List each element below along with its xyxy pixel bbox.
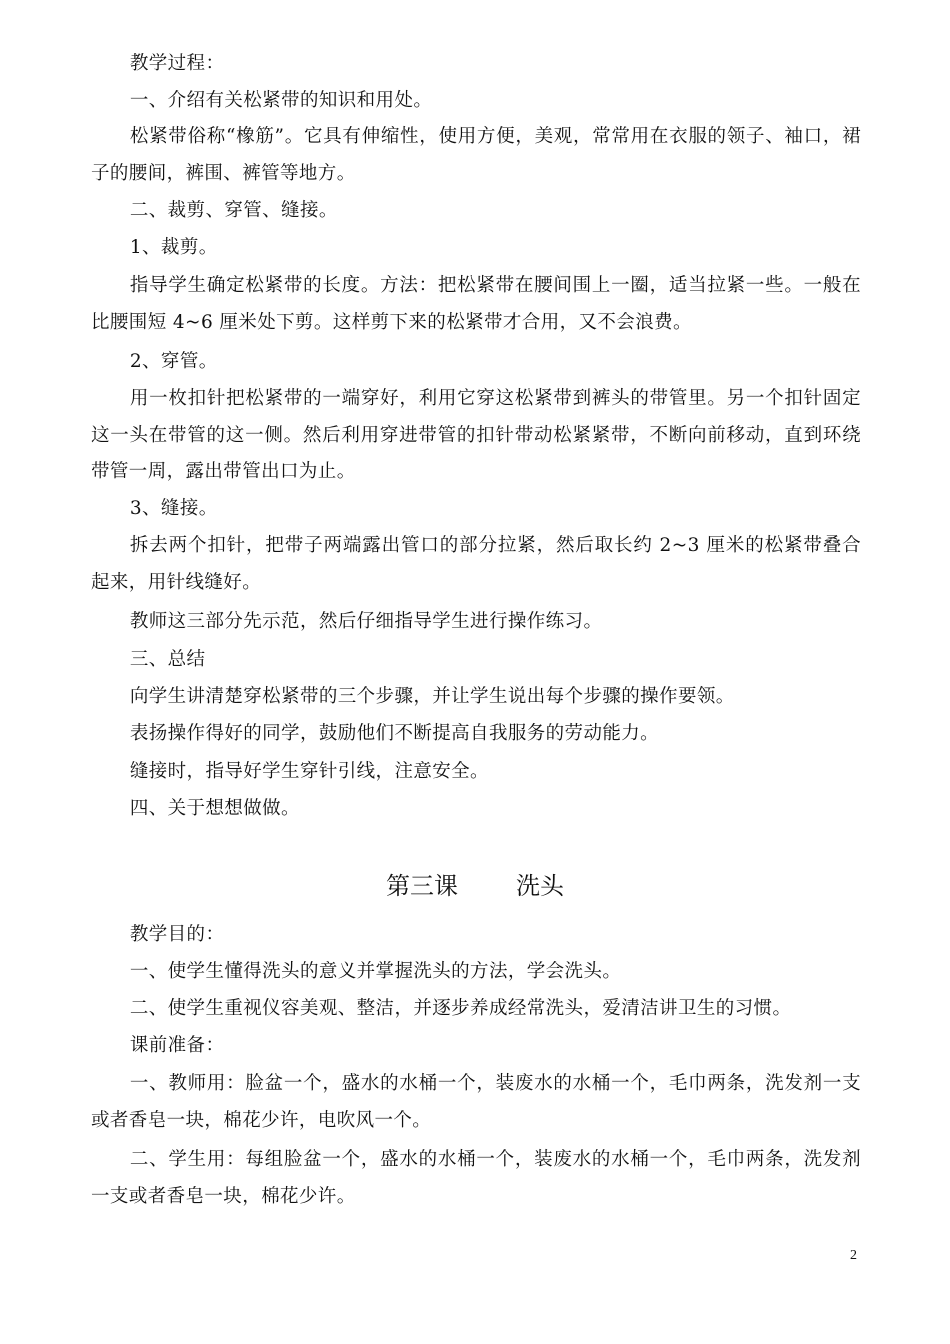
paragraph: 用一枚扣针把松紧带的一端穿好，利用它穿这松紧带到裤头的带管里。另一个扣针固定这一头在带管的这一侧。然后利用穿进带管的扣针带动松紧紧带，不断向前移动，直到环绕带管一周，露出带管出口为止。: [91, 388, 861, 482]
paragraph: 教师这三部分先示范，然后仔细指导学生进行操作练习。: [129, 611, 603, 632]
page-number: 2: [850, 1248, 857, 1263]
paragraph: 松紧带俗称“橡筋”。它具有伸缩性，使用方便，美观，常常用在衣服的领子、袖口，裙子的腰间，裤围、裤管等地方。: [91, 126, 861, 184]
lesson-number: 第三课: [386, 872, 458, 900]
paragraph: 四、关于想想做做。: [129, 798, 300, 819]
paragraph: 1、裁剪。: [129, 237, 218, 258]
paragraph: 表扬操作得好的同学，鼓励他们不断提高自我服务的劳动能力。: [129, 723, 660, 744]
paragraph: 拆去两个扣针，把带子两端露出管口的部分拉紧，然后取长约 2~3 厘米的松紧带叠合起来，用针线缝好。: [91, 535, 861, 593]
paragraph: 一、使学生懂得洗头的意义并掌握洗头的方法，学会洗头。: [129, 961, 622, 982]
paragraph: 指导学生确定松紧带的长度。方法：把松紧带在腰间围上一圈，适当拉紧一些。一般在比腰围短 4~6 厘米处下剪。这样剪下来的松紧带才合用，又不会浪费。: [91, 275, 861, 333]
lesson-title: [0, 868, 950, 904]
paragraph: 2、穿管。: [129, 351, 218, 372]
paragraph: 二、学生用：每组脸盆一个，盛水的水桶一个，装废水的水桶一个，毛巾两条，洗发剂一支或者香皂一块，棉花少许。: [91, 1149, 861, 1207]
paragraph: 3、缝接。: [129, 498, 218, 519]
paragraph: 教学目的：: [129, 924, 225, 945]
lesson-name: 洗头: [516, 872, 564, 900]
paragraph: 一、教师用：脸盆一个，盛水的水桶一个，装废水的水桶一个，毛巾两条，洗发剂一支或者香皂一块，棉花少许，电吹风一个。: [91, 1073, 861, 1131]
paragraph: 一、介绍有关松紧带的知识和用处。: [129, 90, 433, 111]
paragraph: 二、使学生重视仪容美观、整洁，并逐步养成经常洗头，爱清洁讲卫生的习惯。: [129, 998, 792, 1019]
paragraph: 教学过程：: [129, 53, 225, 74]
paragraph: 向学生讲清楚穿松紧带的三个步骤，并让学生说出每个步骤的操作要领。: [129, 686, 735, 707]
paragraph: 课前准备：: [129, 1035, 225, 1056]
paragraph: 二、裁剪、穿管、缝接。: [129, 200, 338, 221]
paragraph: 缝接时，指导好学生穿针引线，注意安全。: [129, 761, 489, 782]
paragraph: 三、总结: [129, 649, 206, 670]
